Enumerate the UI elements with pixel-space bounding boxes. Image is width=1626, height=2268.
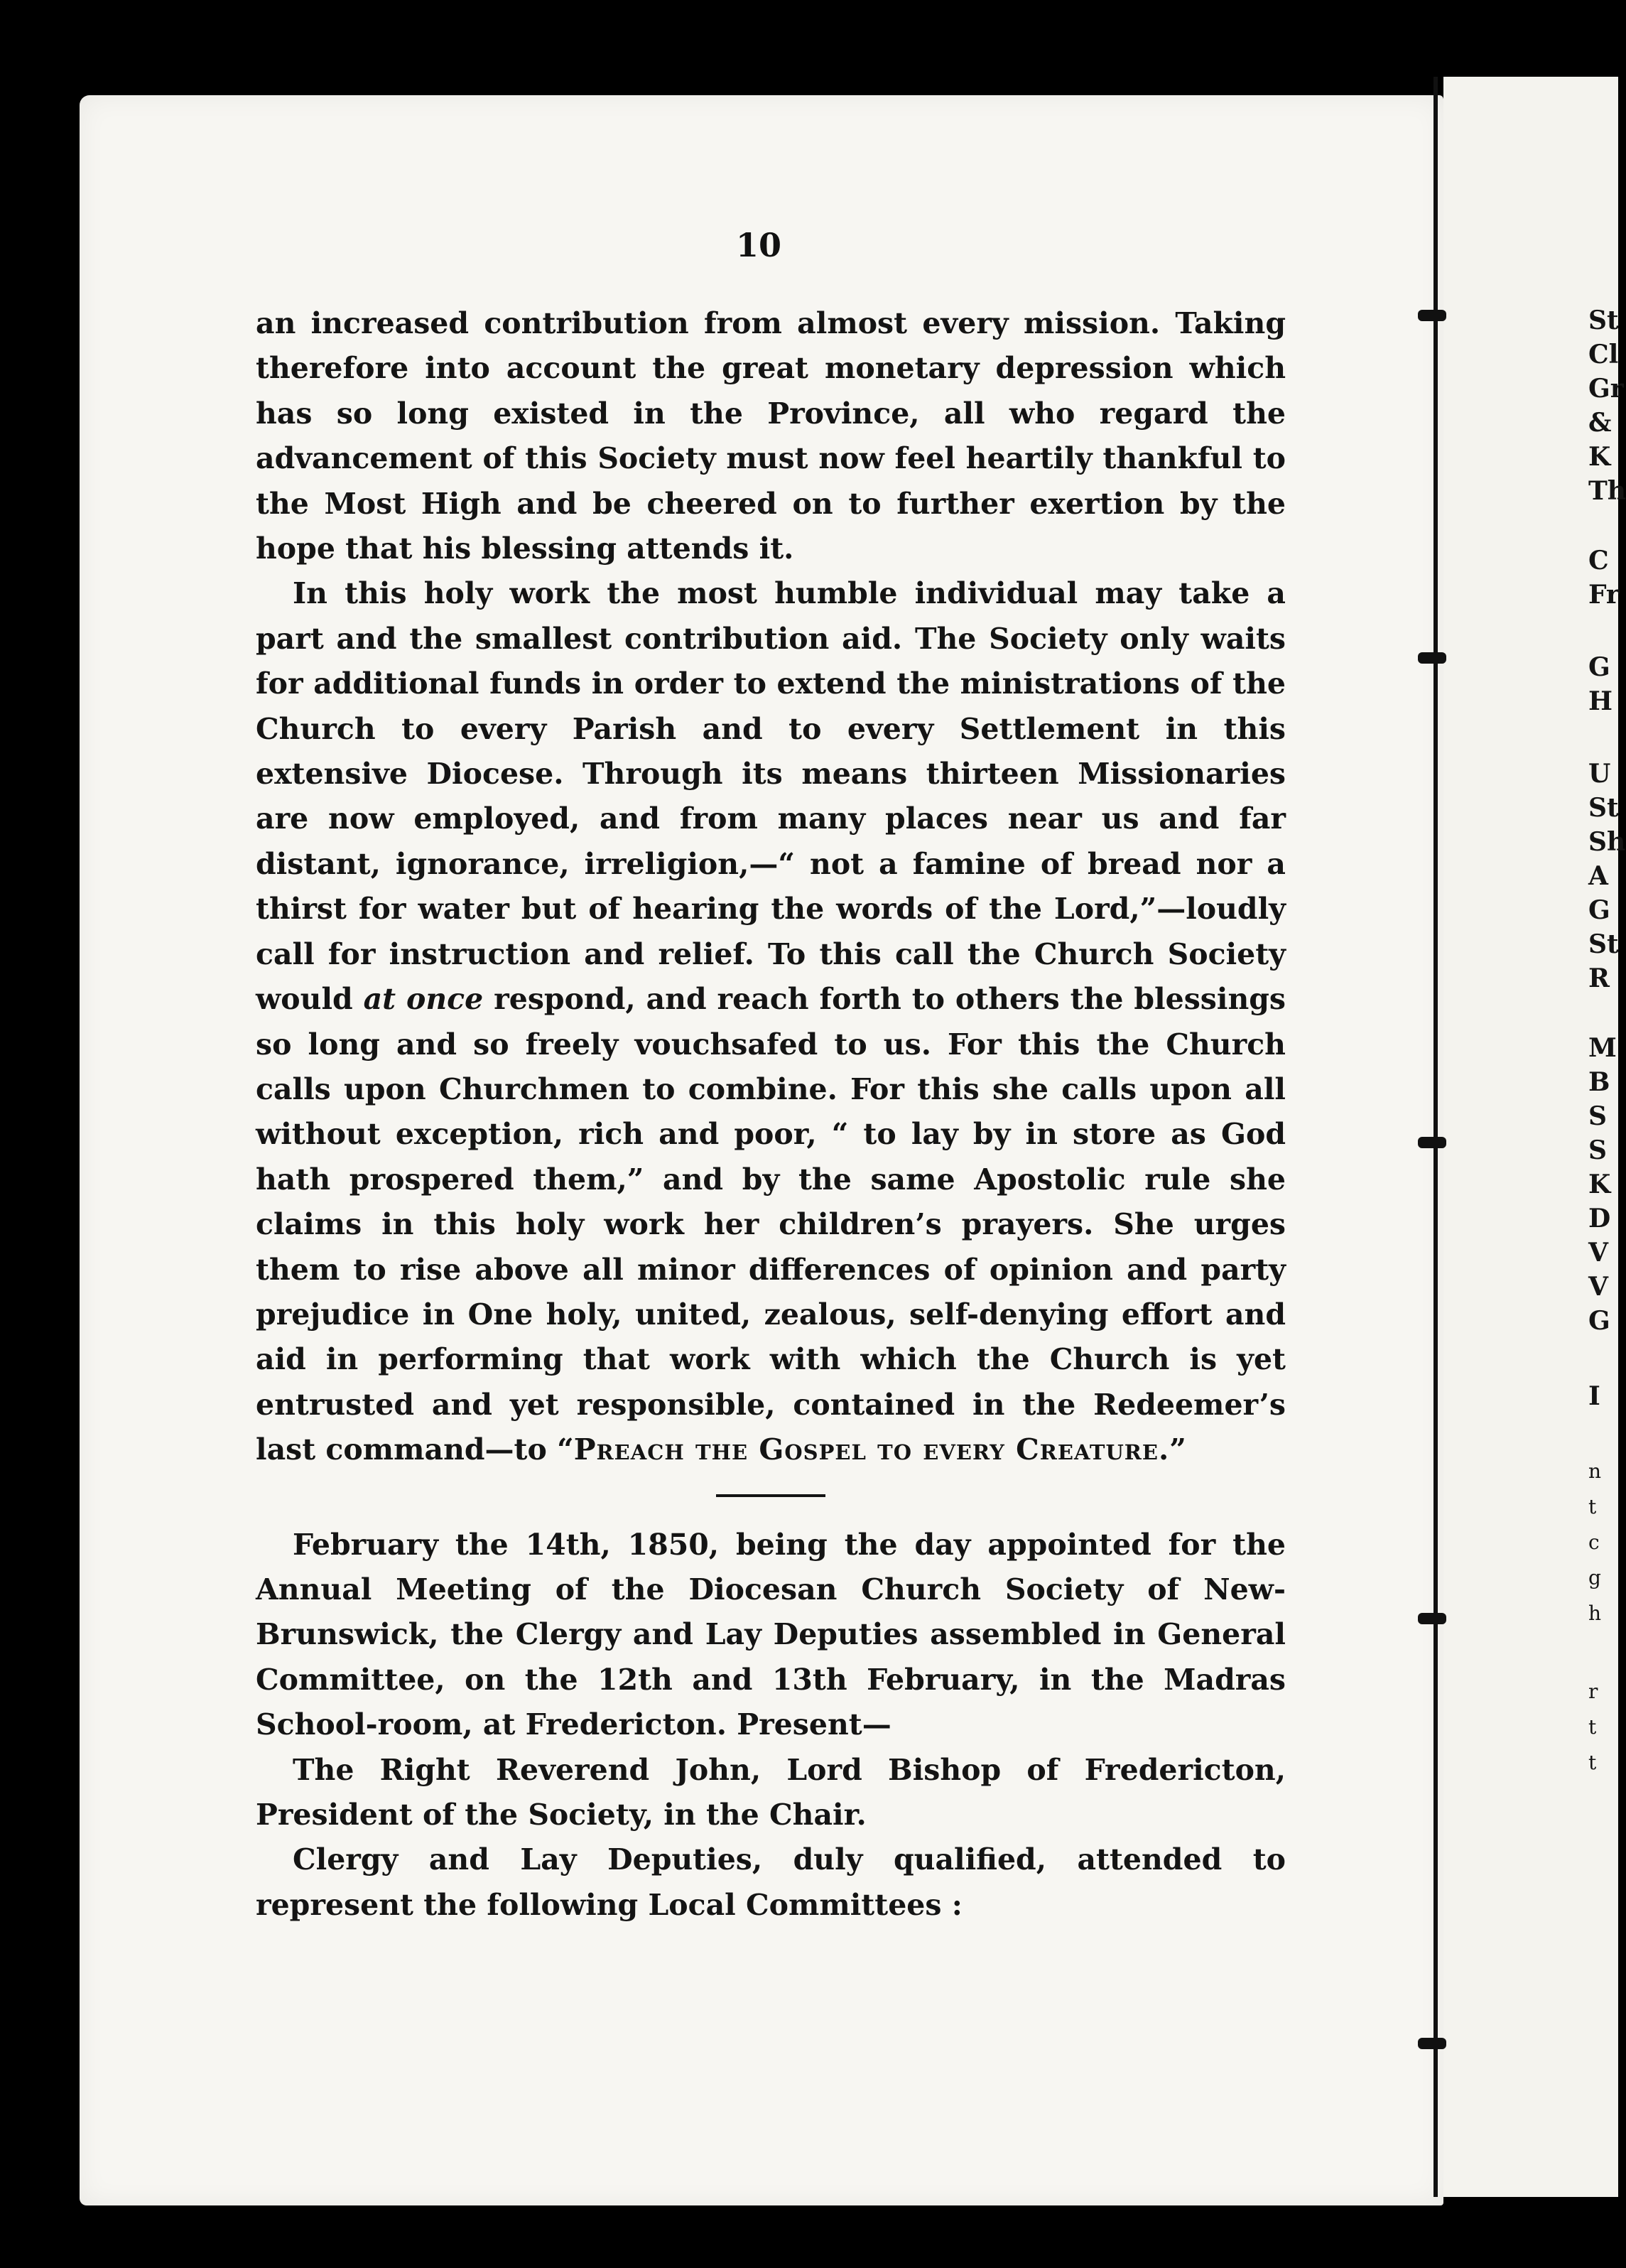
facing-fragment: A [1588,861,1608,891]
facing-fragment: R [1588,963,1610,993]
facing-fragment: K [1588,442,1611,472]
facing-fragment: t [1588,1715,1597,1739]
facing-fragment: V [1588,1272,1608,1302]
facing-fragment: H [1588,686,1613,716]
facing-fragment: h [1588,1602,1602,1625]
facing-fragment: Sh [1588,827,1626,857]
facing-fragment: S [1588,1101,1607,1131]
facing-fragment: I [1588,1381,1600,1411]
paragraph: Clergy and Lay Deputies, duly qualified, attended to represent the following Local Committees : [256,1842,1286,1922]
paragraph: February the 14th, 1850, being the day appointed for the Annual Meeting of the Diocesan Church Society of New-Brunswick, the Clergy and Lay Deputies assembled in General Committee, on the 12th and 13th February, in the Madras School-room, at Fredericton. Present— [256,1527,1286,1742]
facing-fragment: G [1588,895,1610,925]
facing-fragment: St [1588,793,1619,823]
facing-fragment: D [1588,1204,1611,1233]
facing-fragment: t [1588,1495,1597,1518]
facing-fragment: St [1588,306,1619,335]
page-body [256,301,1286,1928]
facing-fragment: r [1588,1680,1598,1703]
facing-fragment: C [1588,546,1609,576]
facing-fragment: U [1588,759,1611,789]
small-caps-quote: Preach the Gospel to every Creature. [573,1432,1170,1467]
facing-fragment: g [1588,1566,1601,1589]
facing-fragment: Gr [1588,374,1624,404]
facing-fragment: G [1588,1306,1610,1336]
spine-mark [1418,1137,1446,1148]
facing-fragment: S [1588,1135,1607,1165]
facing-fragment: K [1588,1170,1611,1199]
closing-quote: ” [1169,1432,1186,1467]
spine-mark [1418,2038,1446,2049]
paragraph: The Right Reverend John, Lord Bishop of Fredericton, President of the Society, in the Chair. [256,1752,1286,1832]
facing-page [1443,77,1626,2197]
paragraph [256,571,1286,1472]
paragraph: an increased contribution from almost every mission. Taking therefore into account the great monetary depression which has so long existed in the Province, all who regard the advancement of this Society must now feel heartily thankful to the Most High and be cheered on to further exertion by the hope that his blessing attends it. [256,306,1286,566]
facing-fragment: V [1588,1238,1608,1268]
spine-mark [1418,652,1446,664]
facing-fragment: & [1588,408,1612,438]
facing-fragment: t [1588,1751,1597,1774]
emphasis-text: at once [363,982,484,1017]
facing-fragment: G [1588,652,1610,682]
facing-fragment: St [1588,929,1619,959]
facing-fragment: M [1588,1033,1617,1063]
paragraph-text: respond, and reach forth to others the blessings so long and so freely vouchsafed to us. For this the Church calls upon Churchmen to combine. For this she calls upon all without exception, rich and poor, “ to lay by in store as God hath prospered them,” and by the same Apostolic rule she claims in this holy work her children’s prayers. She urges them to rise above all minor differences of opinion and party prejudice in One holy, united, zealous, self-denying effort and aid in performing that work with which the Church is yet entrusted and yet responsible, contained in the Redeemer’s last command—to “ [256,982,1286,1467]
paragraph-text: In this holy work the most humble individual may take a part and the smallest contribution aid. The Society only waits for additional funds in order to extend the ministrations of the Church to every Parish and to every Settlement in this extensive Diocese. Through its means thirteen Missionaries are now employed, and from many places near us and far distant, ignorance, irreligion,—“ not a famine of bread nor a thirst for water but of hearing the words of the Lord,”—loudly call for instruction and relief. To this call the Church Society would [256,576,1286,1017]
facing-fragment: Fr [1588,580,1620,610]
facing-fragment: n [1588,1459,1602,1483]
spine-mark [1418,1613,1446,1624]
spine-mark [1418,310,1446,321]
facing-fragment: B [1588,1067,1610,1097]
facing-fragment: Cl [1588,340,1619,369]
page-number: 10 [736,226,782,264]
facing-fragment: c [1588,1530,1600,1554]
facing-fragment: Th [1588,476,1626,506]
section-divider [716,1494,825,1497]
